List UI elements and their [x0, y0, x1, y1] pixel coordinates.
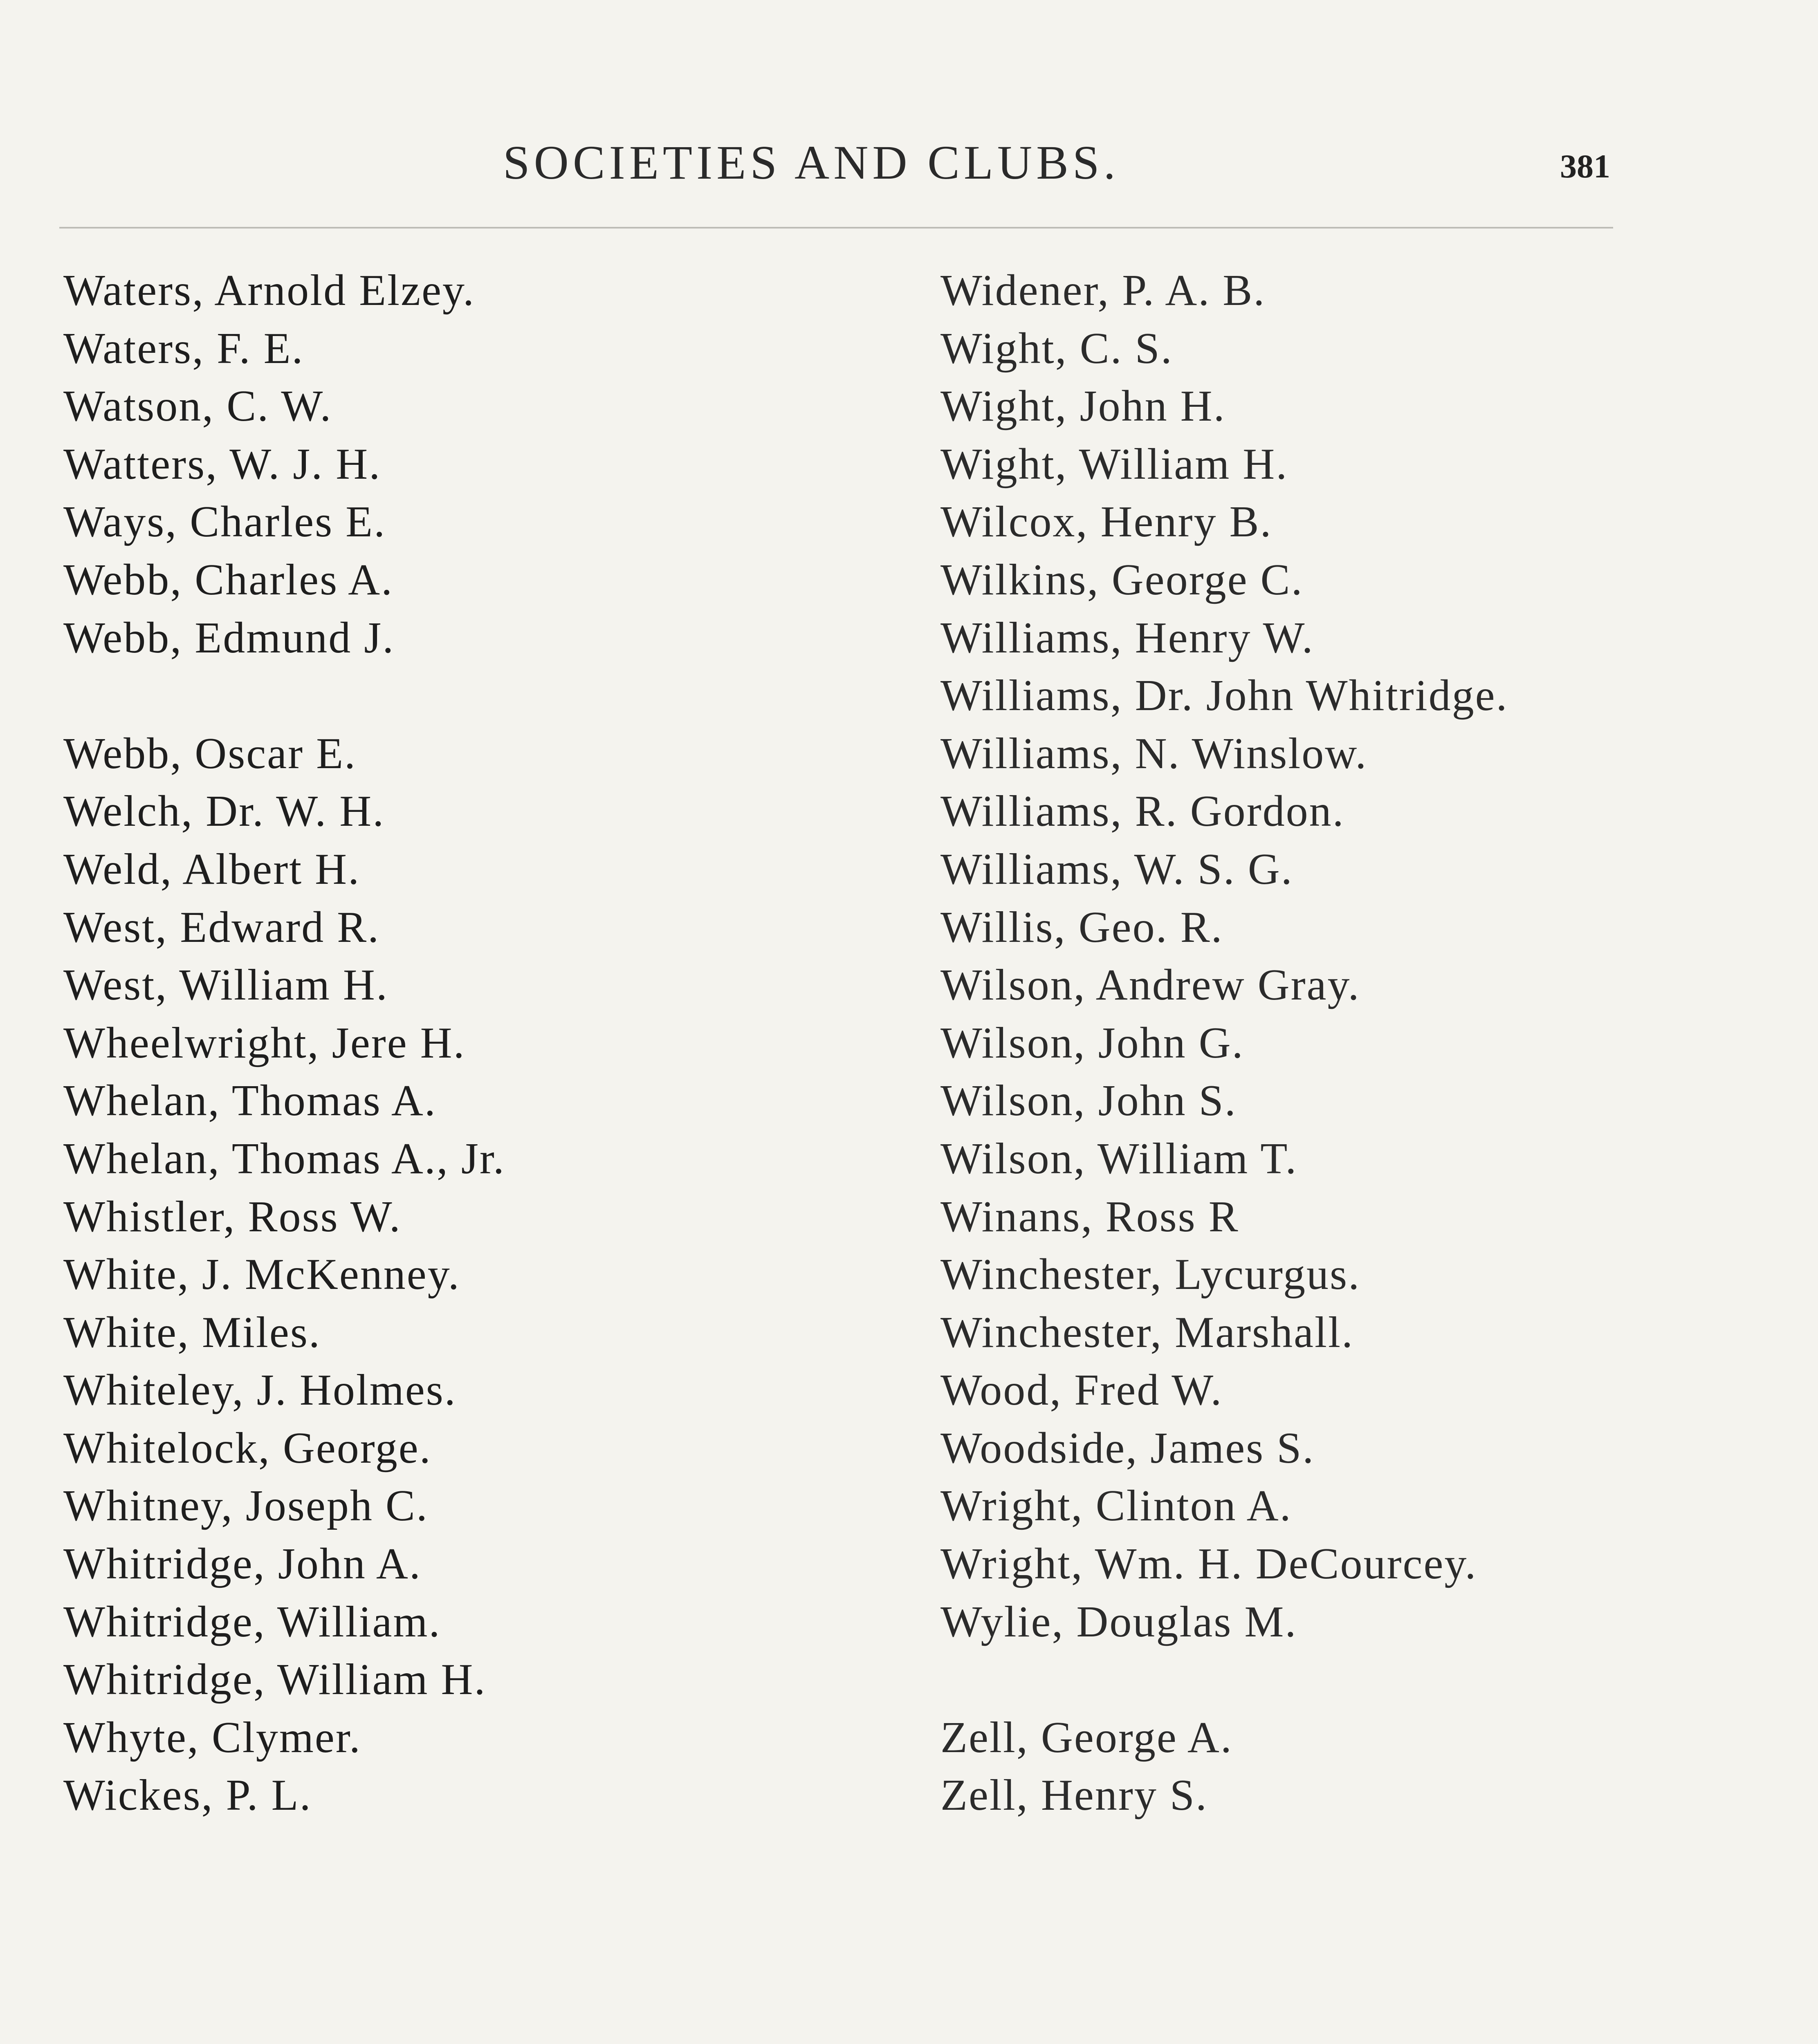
member-entry: Wight, William H. — [940, 439, 1288, 489]
member-entry: West, William H. — [63, 961, 388, 1010]
list-spacer — [940, 1651, 1508, 1709]
member-entry: Wight, John H. — [940, 382, 1226, 431]
member-entry: Waters, Arnold Elzey. — [63, 266, 475, 315]
member-entry: Welch, Dr. W. H. — [63, 787, 385, 836]
member-entry: Whitney, Joseph C. — [63, 1481, 429, 1531]
left-column-member-list — [63, 262, 505, 1824]
member-entry: Winchester, Marshall. — [940, 1308, 1354, 1357]
member-entry: Zell, George A. — [940, 1713, 1233, 1762]
member-entry: Widener, P. A. B. — [940, 266, 1266, 315]
member-entry: Whiteley, J. Holmes. — [63, 1366, 457, 1415]
page-number: 381 — [1560, 148, 1610, 185]
member-entry: Wright, Wm. H. DeCourcey. — [940, 1540, 1477, 1589]
running-title: SOCIETIES AND CLUBS. — [503, 136, 1120, 189]
member-entry: Wilson, John S. — [940, 1076, 1237, 1125]
member-entry: Williams, N. Winslow. — [940, 729, 1368, 778]
member-entry: Whitridge, John A. — [63, 1540, 422, 1589]
member-entry: Williams, R. Gordon. — [940, 787, 1345, 836]
member-entry: Woodside, James S. — [940, 1423, 1315, 1472]
member-entry: Willis, Geo. R. — [940, 903, 1223, 952]
member-entry: Whitridge, William H. — [63, 1655, 487, 1704]
member-entry: Webb, Oscar E. — [63, 729, 357, 778]
member-entry: Whistler, Ross W. — [63, 1192, 402, 1241]
member-entry: Williams, Dr. John Whitridge. — [940, 671, 1508, 720]
member-entry: Webb, Edmund J. — [63, 613, 395, 662]
member-entry: White, J. McKenney. — [63, 1250, 460, 1299]
member-entry: Winchester, Lycurgus. — [940, 1250, 1361, 1299]
right-column-member-list — [940, 262, 1508, 1824]
member-entry: Webb, Charles A. — [63, 555, 394, 604]
list-spacer — [63, 667, 505, 725]
member-entry: Ways, Charles E. — [63, 498, 386, 547]
member-entry: Wilcox, Henry B. — [940, 498, 1273, 547]
member-entry: Winans, Ross R — [940, 1192, 1239, 1241]
member-entry: Zell, Henry S. — [940, 1771, 1208, 1820]
member-entry: Wheelwright, Jere H. — [63, 1018, 466, 1067]
member-entry: Wilson, John G. — [940, 1018, 1244, 1067]
member-entry: Whitelock, George. — [63, 1423, 432, 1472]
member-entry: Wilkins, George C. — [940, 555, 1304, 604]
member-entry: White, Miles. — [63, 1308, 321, 1357]
member-entry: West, Edward R. — [63, 903, 380, 952]
member-entry: Williams, Henry W. — [940, 613, 1314, 662]
member-entry: Waters, F. E. — [63, 324, 304, 373]
member-entry: Whitridge, William. — [63, 1597, 441, 1646]
member-entry: Wight, C. S. — [940, 324, 1173, 373]
member-entry: Wickes, P. L. — [63, 1771, 312, 1820]
page-header — [0, 131, 1818, 196]
member-entry: Wood, Fred W. — [940, 1366, 1223, 1415]
member-entry: Wright, Clinton A. — [940, 1481, 1292, 1531]
member-entry: Wylie, Douglas M. — [940, 1597, 1297, 1646]
member-entry: Whelan, Thomas A. — [63, 1076, 437, 1125]
member-entry: Watters, W. J. H. — [63, 439, 382, 489]
member-entry: Whelan, Thomas A., Jr. — [63, 1134, 505, 1183]
member-entry: Wilson, William T. — [940, 1134, 1298, 1183]
member-entry: Williams, W. S. G. — [940, 845, 1293, 894]
member-entry: Whyte, Clymer. — [63, 1713, 361, 1762]
member-entry: Watson, C. W. — [63, 382, 332, 431]
header-rule — [59, 227, 1613, 229]
member-entry: Weld, Albert H. — [63, 845, 361, 894]
member-entry: Wilson, Andrew Gray. — [940, 961, 1360, 1010]
